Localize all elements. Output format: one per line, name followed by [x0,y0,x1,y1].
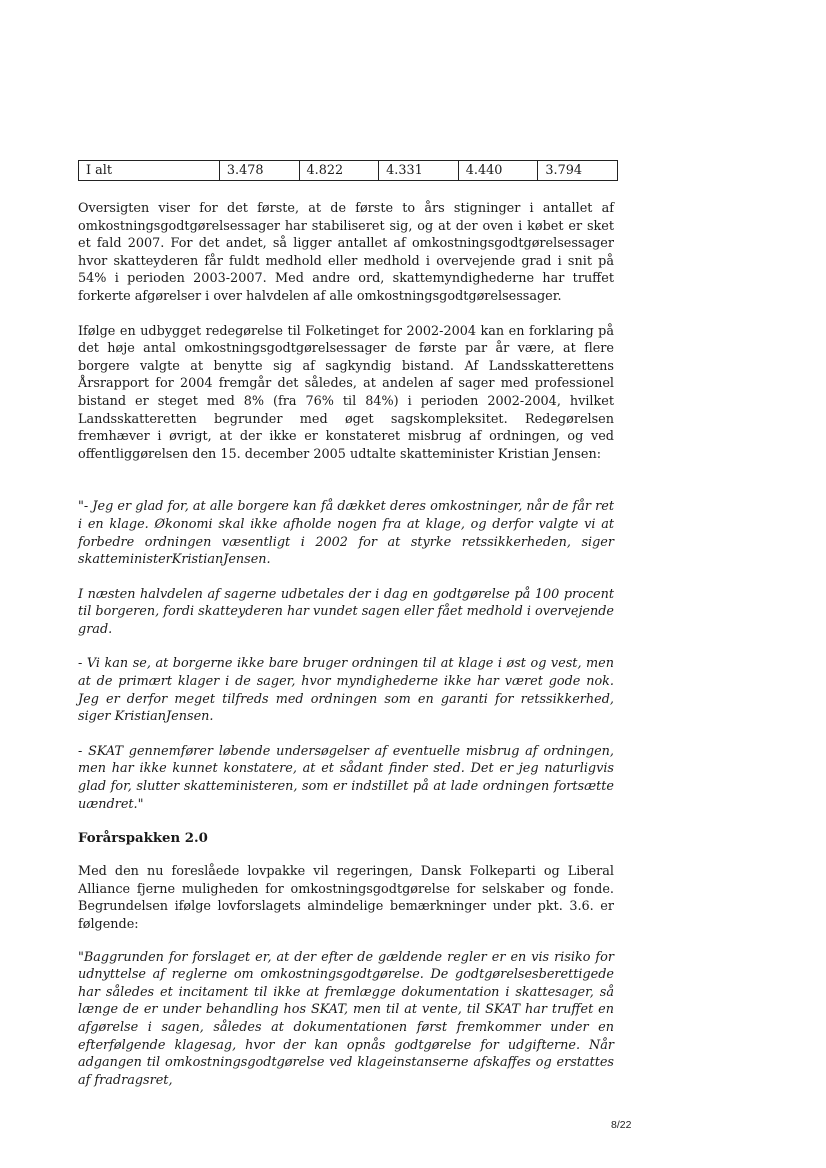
quote-paragraph: I næsten halvdelen af sagerne udbetales der i dag en godtgørelse på 100 procent til borgeren, fordi skatteyderen har vundet sagen eller fået medhold i overvejende grad. [78,586,614,637]
paragraph-lovpakke: Med den nu foreslåede lovpakke vil regeringen, Dansk Folkeparti og Liberal Alliance fjerne muligheden for omkostningsgodtgørelse for selskaber og fonde. Begrundelsen ifølge lovforslagets almindelige bemærkninger under pkt. 3.6. er følgende: [78,864,614,932]
page-number: 8/22 [611,1119,632,1131]
paragraph-redegoerelse: Ifølge en udbygget redegørelse til Folketinget for 2002-2004 kan en forklaring på det høje antal omkostningsgodtgørelsessager de første par år være, at flere borgere valgte at benytte sig af sagkyndig bistand. Af Landsskatterettens Årsrapport for 2004 fremgår det således, at andelen af sager med professionel bistand er steget med 8% (fra 76% til 84%) i perioden 2002-2004, hvilket Landsskatteretten begrunder med øget sagskompleksitet. Redegørelsen fremhæver i øvrigt, at der ikke er konstateret misbrug af ordningen, og ved offentliggørelsen den 15. december 2005 udtalte skatteminister Kristian Jensen: [78,323,614,462]
section-heading: Forårspakken 2.0 [78,831,208,847]
document-page [78,160,614,1089]
table-cell: 4.822 [299,161,379,181]
table-row-label: I alt [79,161,220,181]
quote-paragraph: "Baggrunden for forslaget er, at der efter de gældende regler er en vis risiko for udnyttelse af reglerne om omkostningsgodtgørelse. De godtgørelsesberettigede har således et incitament til ikke at fremlægge dokumentation i skattesager, så længe de er under behandling hos SKAT, men til at vente, til SKAT har truffet en afgørelse i sagen, således at dokumentationen først fremkommer under en efterfølgende klagesag, hvor der kan opnås godtgørelse for udgifterne. Når adgangen til omkostningsgodtgørelse ved klageinstanserne afskaffes og erstattes af fradragsret, [78,949,614,1088]
totals-table [78,160,618,181]
quote-paragraph: - Vi kan se, at borgerne ikke bare bruger ordningen til at klage i øst og vest, men at de primært klager i de sager, hvor myndighederne ikke har været gode nok. Jeg er derfor meget tilfreds med ordningen som en garanti for retssikkerhed, siger KristianJensen. [78,656,614,725]
quote-paragraph: "- Jeg er glad for, at alle borgere kan få dækket deres omkostninger, når de får ret i en klage. Økonomi skal ikke afholde nogen fra at klage, og derfor valgte vi at forbedre ordningen væsentligt i 2002 for at styrke retssikkerheden, siger skatteministerKristianJensen. [78,499,614,568]
quote-paragraph: - SKAT gennemfører løbende undersøgelser af eventuelle misbrug af ordningen, men har ikke kunnet konstatere, at et sådant finder sted. Det er jeg naturligvis glad for, slutter skatteministeren, som er indstillet på at lade ordningen fortsætte uændret." [78,743,614,812]
paragraph-overview: Oversigten viser for det første, at de første to års stigninger i antallet af omkostningsgodtgørelsessager har stabiliseret sig, og at der oven i købet er sket et fald 2007. For det andet, så ligger antallet af omkostningsgodtgørelsessager hvor skatteyderen får fuldt medhold eller medhold i overvejende grad i snit på 54% i perioden 2003-2007. Med andre ord, skattemyndighederne har truffet forkerte afgørelser i over halvdelen af alle omkostningsgodtgørelsessager. [78,201,614,304]
table-row [79,161,618,181]
table-cell: 3.478 [219,161,299,181]
table-cell: 4.440 [458,161,538,181]
table-cell: 4.331 [379,161,459,181]
table-cell: 3.794 [538,161,618,181]
